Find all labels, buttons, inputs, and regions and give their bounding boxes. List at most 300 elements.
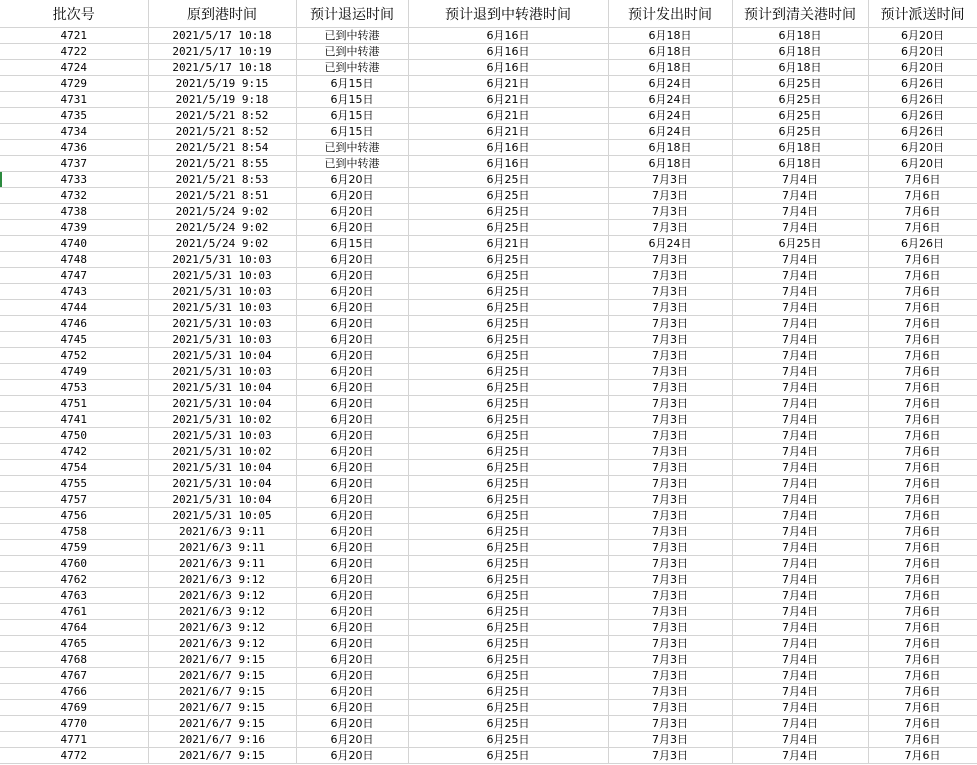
cell-est-dispatch-time[interactable]: 7月3日 [608,636,732,652]
cell-batch-no[interactable]: 4754 [0,460,148,476]
cell-original-arrival-time[interactable]: 2021/5/17 10:18 [148,60,296,76]
cell-est-dispatch-time[interactable]: 7月3日 [608,268,732,284]
cell-est-return-time[interactable]: 已到中转港 [296,60,408,76]
cell-est-return-time[interactable]: 6月20日 [296,716,408,732]
cell-original-arrival-time[interactable]: 2021/5/24 9:02 [148,220,296,236]
cell-original-arrival-time[interactable]: 2021/5/31 10:03 [148,316,296,332]
cell-est-transit-port-time[interactable]: 6月25日 [408,572,608,588]
cell-batch-no[interactable]: 4724 [0,60,148,76]
cell-est-return-time[interactable]: 6月20日 [296,476,408,492]
cell-est-return-time[interactable]: 6月20日 [296,700,408,716]
cell-est-clearance-port-time[interactable]: 7月4日 [732,172,868,188]
cell-est-return-time[interactable]: 6月20日 [296,332,408,348]
cell-batch-no[interactable]: 4721 [0,28,148,44]
cell-original-arrival-time[interactable]: 2021/6/7 9:15 [148,684,296,700]
cell-est-dispatch-time[interactable]: 7月3日 [608,428,732,444]
cell-original-arrival-time[interactable]: 2021/5/31 10:04 [148,348,296,364]
cell-est-delivery-time[interactable]: 7月6日 [868,556,977,572]
cell-original-arrival-time[interactable]: 2021/5/19 9:18 [148,92,296,108]
cell-est-return-time[interactable]: 6月20日 [296,364,408,380]
cell-est-clearance-port-time[interactable]: 7月4日 [732,684,868,700]
cell-est-clearance-port-time[interactable]: 6月18日 [732,28,868,44]
cell-est-transit-port-time[interactable]: 6月25日 [408,556,608,572]
cell-est-dispatch-time[interactable]: 6月18日 [608,44,732,60]
cell-original-arrival-time[interactable]: 2021/5/21 8:52 [148,108,296,124]
cell-est-return-time[interactable]: 已到中转港 [296,28,408,44]
cell-est-dispatch-time[interactable]: 6月18日 [608,60,732,76]
cell-est-transit-port-time[interactable]: 6月25日 [408,444,608,460]
cell-est-transit-port-time[interactable]: 6月25日 [408,604,608,620]
cell-est-clearance-port-time[interactable]: 7月4日 [732,652,868,668]
cell-est-transit-port-time[interactable]: 6月25日 [408,316,608,332]
cell-est-clearance-port-time[interactable]: 6月25日 [732,124,868,140]
cell-batch-no[interactable]: 4722 [0,44,148,60]
cell-est-return-time[interactable]: 6月15日 [296,124,408,140]
cell-est-return-time[interactable]: 6月20日 [296,556,408,572]
cell-est-delivery-time[interactable]: 7月6日 [868,428,977,444]
cell-est-dispatch-time[interactable]: 7月3日 [608,316,732,332]
cell-original-arrival-time[interactable]: 2021/6/3 9:11 [148,556,296,572]
cell-est-transit-port-time[interactable]: 6月21日 [408,124,608,140]
cell-est-dispatch-time[interactable]: 6月24日 [608,108,732,124]
cell-est-delivery-time[interactable]: 7月6日 [868,284,977,300]
cell-est-clearance-port-time[interactable]: 7月4日 [732,492,868,508]
cell-est-transit-port-time[interactable]: 6月25日 [408,524,608,540]
cell-est-transit-port-time[interactable]: 6月25日 [408,380,608,396]
cell-est-clearance-port-time[interactable]: 7月4日 [732,604,868,620]
cell-batch-no[interactable]: 4738 [0,204,148,220]
cell-est-dispatch-time[interactable]: 7月3日 [608,252,732,268]
cell-est-transit-port-time[interactable]: 6月25日 [408,300,608,316]
cell-est-return-time[interactable]: 6月20日 [296,588,408,604]
cell-est-clearance-port-time[interactable]: 7月4日 [732,732,868,748]
cell-batch-no[interactable]: 4743 [0,284,148,300]
cell-original-arrival-time[interactable]: 2021/5/31 10:05 [148,508,296,524]
cell-original-arrival-time[interactable]: 2021/5/21 8:51 [148,188,296,204]
cell-est-dispatch-time[interactable]: 7月3日 [608,524,732,540]
cell-original-arrival-time[interactable]: 2021/5/31 10:04 [148,476,296,492]
cell-original-arrival-time[interactable]: 2021/6/7 9:15 [148,700,296,716]
cell-est-return-time[interactable]: 6月20日 [296,732,408,748]
cell-est-transit-port-time[interactable]: 6月25日 [408,284,608,300]
cell-est-return-time[interactable]: 6月20日 [296,460,408,476]
cell-est-clearance-port-time[interactable]: 7月4日 [732,716,868,732]
cell-est-delivery-time[interactable]: 7月6日 [868,524,977,540]
cell-batch-no[interactable]: 4760 [0,556,148,572]
cell-original-arrival-time[interactable]: 2021/5/31 10:03 [148,364,296,380]
cell-est-clearance-port-time[interactable]: 7月4日 [732,556,868,572]
cell-est-transit-port-time[interactable]: 6月25日 [408,652,608,668]
cell-est-return-time[interactable]: 6月20日 [296,412,408,428]
cell-batch-no[interactable]: 4731 [0,92,148,108]
cell-est-delivery-time[interactable]: 7月6日 [868,460,977,476]
cell-est-return-time[interactable]: 6月20日 [296,252,408,268]
cell-est-return-time[interactable]: 6月20日 [296,540,408,556]
cell-est-transit-port-time[interactable]: 6月25日 [408,588,608,604]
cell-est-clearance-port-time[interactable]: 6月18日 [732,140,868,156]
cell-est-delivery-time[interactable]: 6月26日 [868,76,977,92]
cell-est-clearance-port-time[interactable]: 7月4日 [732,268,868,284]
cell-est-return-time[interactable]: 6月20日 [296,668,408,684]
cell-est-return-time[interactable]: 6月20日 [296,204,408,220]
cell-est-transit-port-time[interactable]: 6月25日 [408,636,608,652]
cell-est-clearance-port-time[interactable]: 7月4日 [732,460,868,476]
cell-original-arrival-time[interactable]: 2021/6/7 9:15 [148,668,296,684]
cell-est-transit-port-time[interactable]: 6月25日 [408,716,608,732]
cell-est-delivery-time[interactable]: 7月6日 [868,252,977,268]
cell-est-delivery-time[interactable]: 7月6日 [868,508,977,524]
cell-est-return-time[interactable]: 6月15日 [296,236,408,252]
cell-batch-no[interactable]: 4758 [0,524,148,540]
cell-est-dispatch-time[interactable]: 7月3日 [608,556,732,572]
cell-est-dispatch-time[interactable]: 7月3日 [608,460,732,476]
cell-est-dispatch-time[interactable]: 7月3日 [608,380,732,396]
cell-est-delivery-time[interactable]: 7月6日 [868,748,977,764]
cell-est-return-time[interactable]: 6月20日 [296,492,408,508]
cell-original-arrival-time[interactable]: 2021/5/31 10:04 [148,460,296,476]
cell-est-clearance-port-time[interactable]: 7月4日 [732,348,868,364]
header-est-delivery-time[interactable]: 预计派送时间 [868,0,977,28]
cell-batch-no[interactable]: 4753 [0,380,148,396]
cell-batch-no[interactable]: 4737 [0,156,148,172]
cell-est-dispatch-time[interactable]: 7月3日 [608,652,732,668]
cell-est-dispatch-time[interactable]: 6月24日 [608,236,732,252]
cell-est-dispatch-time[interactable]: 7月3日 [608,588,732,604]
cell-est-dispatch-time[interactable]: 7月3日 [608,732,732,748]
cell-original-arrival-time[interactable]: 2021/6/7 9:15 [148,748,296,764]
cell-original-arrival-time[interactable]: 2021/5/31 10:03 [148,332,296,348]
cell-original-arrival-time[interactable]: 2021/5/31 10:04 [148,380,296,396]
cell-est-delivery-time[interactable]: 7月6日 [868,540,977,556]
cell-batch-no[interactable]: 4735 [0,108,148,124]
cell-est-delivery-time[interactable]: 7月6日 [868,172,977,188]
cell-est-return-time[interactable]: 6月15日 [296,76,408,92]
cell-est-dispatch-time[interactable]: 7月3日 [608,188,732,204]
cell-est-delivery-time[interactable]: 7月6日 [868,668,977,684]
cell-est-delivery-time[interactable]: 7月6日 [868,492,977,508]
cell-est-dispatch-time[interactable]: 6月24日 [608,124,732,140]
cell-est-clearance-port-time[interactable]: 7月4日 [732,364,868,380]
cell-est-clearance-port-time[interactable]: 7月4日 [732,700,868,716]
cell-batch-no[interactable]: 4732 [0,188,148,204]
cell-batch-no[interactable]: 4765 [0,636,148,652]
cell-est-delivery-time[interactable]: 7月6日 [868,268,977,284]
cell-est-delivery-time[interactable]: 7月6日 [868,316,977,332]
cell-est-delivery-time[interactable]: 7月6日 [868,380,977,396]
cell-est-delivery-time[interactable]: 7月6日 [868,620,977,636]
cell-original-arrival-time[interactable]: 2021/6/3 9:11 [148,524,296,540]
cell-est-delivery-time[interactable]: 7月6日 [868,188,977,204]
cell-est-return-time[interactable]: 6月20日 [296,684,408,700]
cell-est-clearance-port-time[interactable]: 7月4日 [732,300,868,316]
cell-original-arrival-time[interactable]: 2021/5/19 9:15 [148,76,296,92]
cell-batch-no[interactable]: 4767 [0,668,148,684]
cell-original-arrival-time[interactable]: 2021/6/3 9:12 [148,604,296,620]
cell-original-arrival-time[interactable]: 2021/5/24 9:02 [148,236,296,252]
cell-est-delivery-time[interactable]: 7月6日 [868,476,977,492]
header-est-return-time[interactable]: 预计退运时间 [296,0,408,28]
cell-est-delivery-time[interactable]: 7月6日 [868,588,977,604]
cell-batch-no[interactable]: 4755 [0,476,148,492]
cell-original-arrival-time[interactable]: 2021/5/21 8:55 [148,156,296,172]
cell-est-return-time[interactable]: 6月20日 [296,604,408,620]
cell-est-dispatch-time[interactable]: 7月3日 [608,604,732,620]
cell-est-clearance-port-time[interactable]: 7月4日 [732,476,868,492]
cell-est-return-time[interactable]: 6月20日 [296,220,408,236]
cell-original-arrival-time[interactable]: 2021/5/21 8:52 [148,124,296,140]
cell-est-transit-port-time[interactable]: 6月25日 [408,476,608,492]
cell-est-transit-port-time[interactable]: 6月25日 [408,700,608,716]
cell-est-transit-port-time[interactable]: 6月25日 [408,428,608,444]
cell-est-transit-port-time[interactable]: 6月25日 [408,220,608,236]
cell-est-transit-port-time[interactable]: 6月25日 [408,460,608,476]
cell-batch-no[interactable]: 4762 [0,572,148,588]
cell-original-arrival-time[interactable]: 2021/6/7 9:15 [148,716,296,732]
cell-est-return-time[interactable]: 6月20日 [296,348,408,364]
cell-est-delivery-time[interactable]: 7月6日 [868,396,977,412]
cell-est-dispatch-time[interactable]: 7月3日 [608,300,732,316]
cell-est-return-time[interactable]: 6月20日 [296,620,408,636]
cell-est-delivery-time[interactable]: 7月6日 [868,652,977,668]
cell-batch-no[interactable]: 4750 [0,428,148,444]
cell-batch-no[interactable]: 4745 [0,332,148,348]
cell-est-transit-port-time[interactable]: 6月25日 [408,252,608,268]
cell-est-dispatch-time[interactable]: 6月18日 [608,28,732,44]
cell-est-transit-port-time[interactable]: 6月21日 [408,76,608,92]
cell-est-return-time[interactable]: 6月20日 [296,652,408,668]
cell-est-delivery-time[interactable]: 7月6日 [868,364,977,380]
cell-est-dispatch-time[interactable]: 7月3日 [608,540,732,556]
cell-est-dispatch-time[interactable]: 7月3日 [608,284,732,300]
cell-est-clearance-port-time[interactable]: 7月4日 [732,668,868,684]
cell-est-return-time[interactable]: 6月20日 [296,444,408,460]
cell-est-clearance-port-time[interactable]: 7月4日 [732,284,868,300]
cell-est-return-time[interactable]: 已到中转港 [296,156,408,172]
cell-est-transit-port-time[interactable]: 6月16日 [408,28,608,44]
cell-est-clearance-port-time[interactable]: 6月25日 [732,92,868,108]
cell-est-delivery-time[interactable]: 7月6日 [868,348,977,364]
cell-est-return-time[interactable]: 6月20日 [296,300,408,316]
cell-batch-no[interactable]: 4740 [0,236,148,252]
cell-original-arrival-time[interactable]: 2021/5/17 10:18 [148,28,296,44]
cell-est-return-time[interactable]: 6月20日 [296,748,408,764]
cell-est-transit-port-time[interactable]: 6月25日 [408,396,608,412]
cell-est-return-time[interactable]: 6月20日 [296,508,408,524]
cell-est-clearance-port-time[interactable]: 7月4日 [732,572,868,588]
cell-est-transit-port-time[interactable]: 6月25日 [408,668,608,684]
cell-est-transit-port-time[interactable]: 6月25日 [408,332,608,348]
cell-est-return-time[interactable]: 6月20日 [296,268,408,284]
header-est-dispatch-time[interactable]: 预计发出时间 [608,0,732,28]
cell-original-arrival-time[interactable]: 2021/5/31 10:03 [148,268,296,284]
cell-est-return-time[interactable]: 已到中转港 [296,44,408,60]
cell-original-arrival-time[interactable]: 2021/6/3 9:12 [148,620,296,636]
cell-est-delivery-time[interactable]: 7月6日 [868,332,977,348]
cell-batch-no[interactable]: 4751 [0,396,148,412]
cell-est-return-time[interactable]: 6月20日 [296,188,408,204]
cell-est-delivery-time[interactable]: 6月20日 [868,60,977,76]
cell-est-clearance-port-time[interactable]: 6月18日 [732,44,868,60]
cell-est-clearance-port-time[interactable]: 6月25日 [732,108,868,124]
cell-batch-no[interactable]: 4749 [0,364,148,380]
cell-original-arrival-time[interactable]: 2021/5/31 10:03 [148,252,296,268]
cell-est-return-time[interactable]: 6月15日 [296,92,408,108]
cell-est-return-time[interactable]: 6月20日 [296,572,408,588]
cell-est-clearance-port-time[interactable]: 6月18日 [732,60,868,76]
cell-original-arrival-time[interactable]: 2021/5/31 10:02 [148,444,296,460]
cell-original-arrival-time[interactable]: 2021/6/7 9:16 [148,732,296,748]
cell-est-dispatch-time[interactable]: 7月3日 [608,332,732,348]
cell-original-arrival-time[interactable]: 2021/5/21 8:53 [148,172,296,188]
cell-original-arrival-time[interactable]: 2021/6/3 9:12 [148,572,296,588]
cell-original-arrival-time[interactable]: 2021/6/3 9:11 [148,540,296,556]
cell-est-dispatch-time[interactable]: 7月3日 [608,396,732,412]
cell-original-arrival-time[interactable]: 2021/6/3 9:12 [148,636,296,652]
cell-original-arrival-time[interactable]: 2021/5/31 10:04 [148,492,296,508]
cell-original-arrival-time[interactable]: 2021/5/31 10:03 [148,300,296,316]
cell-est-delivery-time[interactable]: 6月20日 [868,140,977,156]
cell-batch-no[interactable]: 4739 [0,220,148,236]
cell-est-clearance-port-time[interactable]: 7月4日 [732,636,868,652]
cell-est-clearance-port-time[interactable]: 7月4日 [732,332,868,348]
cell-est-return-time[interactable]: 6月20日 [296,524,408,540]
cell-est-delivery-time[interactable]: 6月20日 [868,156,977,172]
cell-est-clearance-port-time[interactable]: 7月4日 [732,316,868,332]
cell-est-delivery-time[interactable]: 7月6日 [868,636,977,652]
cell-est-dispatch-time[interactable]: 7月3日 [608,508,732,524]
cell-est-clearance-port-time[interactable]: 7月4日 [732,188,868,204]
cell-est-clearance-port-time[interactable]: 7月4日 [732,396,868,412]
cell-original-arrival-time[interactable]: 2021/5/17 10:19 [148,44,296,60]
header-original-arrival-time[interactable]: 原到港时间 [148,0,296,28]
cell-est-transit-port-time[interactable]: 6月21日 [408,92,608,108]
cell-est-transit-port-time[interactable]: 6月25日 [408,268,608,284]
cell-est-clearance-port-time[interactable]: 7月4日 [732,748,868,764]
cell-est-transit-port-time[interactable]: 6月25日 [408,732,608,748]
cell-est-clearance-port-time[interactable]: 7月4日 [732,444,868,460]
header-est-clearance-port-time[interactable]: 预计到清关港时间 [732,0,868,28]
cell-est-dispatch-time[interactable]: 6月18日 [608,156,732,172]
cell-est-transit-port-time[interactable]: 6月25日 [408,412,608,428]
cell-est-dispatch-time[interactable]: 7月3日 [608,412,732,428]
cell-est-transit-port-time[interactable]: 6月25日 [408,188,608,204]
cell-est-dispatch-time[interactable]: 7月3日 [608,492,732,508]
cell-est-transit-port-time[interactable]: 6月25日 [408,540,608,556]
cell-est-dispatch-time[interactable]: 7月3日 [608,220,732,236]
cell-original-arrival-time[interactable]: 2021/6/3 9:12 [148,588,296,604]
cell-batch-no[interactable]: 4733 [0,172,148,188]
cell-est-delivery-time[interactable]: 7月6日 [868,684,977,700]
cell-est-transit-port-time[interactable]: 6月16日 [408,60,608,76]
cell-est-dispatch-time[interactable]: 6月24日 [608,76,732,92]
cell-est-delivery-time[interactable]: 7月6日 [868,300,977,316]
cell-batch-no[interactable]: 4757 [0,492,148,508]
cell-batch-no[interactable]: 4764 [0,620,148,636]
cell-est-transit-port-time[interactable]: 6月25日 [408,204,608,220]
cell-est-delivery-time[interactable]: 7月6日 [868,604,977,620]
cell-original-arrival-time[interactable]: 2021/5/21 8:54 [148,140,296,156]
cell-est-clearance-port-time[interactable]: 6月25日 [732,236,868,252]
cell-batch-no[interactable]: 4770 [0,716,148,732]
cell-est-dispatch-time[interactable]: 6月24日 [608,92,732,108]
cell-original-arrival-time[interactable]: 2021/5/24 9:02 [148,204,296,220]
cell-est-transit-port-time[interactable]: 6月25日 [408,364,608,380]
cell-est-transit-port-time[interactable]: 6月25日 [408,684,608,700]
cell-est-delivery-time[interactable]: 7月6日 [868,700,977,716]
cell-est-dispatch-time[interactable]: 6月18日 [608,140,732,156]
cell-est-clearance-port-time[interactable]: 6月18日 [732,156,868,172]
cell-est-clearance-port-time[interactable]: 7月4日 [732,412,868,428]
cell-batch-no[interactable]: 4763 [0,588,148,604]
cell-batch-no[interactable]: 4746 [0,316,148,332]
cell-est-return-time[interactable]: 6月20日 [296,316,408,332]
cell-est-clearance-port-time[interactable]: 7月4日 [732,588,868,604]
cell-est-dispatch-time[interactable]: 7月3日 [608,572,732,588]
cell-est-clearance-port-time[interactable]: 7月4日 [732,524,868,540]
cell-batch-no[interactable]: 4752 [0,348,148,364]
cell-est-return-time[interactable]: 6月20日 [296,636,408,652]
cell-est-transit-port-time[interactable]: 6月16日 [408,156,608,172]
cell-est-transit-port-time[interactable]: 6月21日 [408,236,608,252]
cell-est-dispatch-time[interactable]: 7月3日 [608,684,732,700]
cell-batch-no[interactable]: 4736 [0,140,148,156]
cell-batch-no[interactable]: 4761 [0,604,148,620]
cell-est-clearance-port-time[interactable]: 6月25日 [732,76,868,92]
cell-est-delivery-time[interactable]: 6月26日 [868,92,977,108]
cell-est-dispatch-time[interactable]: 7月3日 [608,172,732,188]
cell-est-return-time[interactable]: 6月20日 [296,172,408,188]
cell-batch-no[interactable]: 4759 [0,540,148,556]
cell-est-clearance-port-time[interactable]: 7月4日 [732,220,868,236]
cell-est-dispatch-time[interactable]: 7月3日 [608,748,732,764]
cell-est-clearance-port-time[interactable]: 7月4日 [732,508,868,524]
cell-batch-no[interactable]: 4771 [0,732,148,748]
cell-est-clearance-port-time[interactable]: 7月4日 [732,252,868,268]
cell-batch-no[interactable]: 4744 [0,300,148,316]
cell-est-delivery-time[interactable]: 6月20日 [868,28,977,44]
cell-est-dispatch-time[interactable]: 7月3日 [608,476,732,492]
cell-est-transit-port-time[interactable]: 6月25日 [408,492,608,508]
cell-est-transit-port-time[interactable]: 6月25日 [408,748,608,764]
cell-est-return-time[interactable]: 6月20日 [296,284,408,300]
cell-original-arrival-time[interactable]: 2021/5/31 10:02 [148,412,296,428]
cell-est-clearance-port-time[interactable]: 7月4日 [732,204,868,220]
header-batch-no[interactable]: 批次号 [0,0,148,28]
cell-est-delivery-time[interactable]: 6月26日 [868,236,977,252]
cell-batch-no[interactable]: 4768 [0,652,148,668]
cell-est-transit-port-time[interactable]: 6月16日 [408,140,608,156]
cell-est-dispatch-time[interactable]: 7月3日 [608,620,732,636]
cell-est-dispatch-time[interactable]: 7月3日 [608,348,732,364]
cell-est-delivery-time[interactable]: 7月6日 [868,732,977,748]
cell-est-delivery-time[interactable]: 7月6日 [868,204,977,220]
cell-est-dispatch-time[interactable]: 7月3日 [608,668,732,684]
cell-batch-no[interactable]: 4747 [0,268,148,284]
cell-batch-no[interactable]: 4742 [0,444,148,460]
cell-original-arrival-time[interactable]: 2021/5/31 10:03 [148,284,296,300]
cell-est-return-time[interactable]: 6月15日 [296,108,408,124]
cell-est-clearance-port-time[interactable]: 7月4日 [732,620,868,636]
cell-est-return-time[interactable]: 已到中转港 [296,140,408,156]
cell-batch-no[interactable]: 4769 [0,700,148,716]
cell-est-clearance-port-time[interactable]: 7月4日 [732,380,868,396]
cell-original-arrival-time[interactable]: 2021/6/7 9:15 [148,652,296,668]
cell-est-return-time[interactable]: 6月20日 [296,396,408,412]
cell-batch-no[interactable]: 4734 [0,124,148,140]
cell-original-arrival-time[interactable]: 2021/5/31 10:04 [148,396,296,412]
cell-est-dispatch-time[interactable]: 7月3日 [608,700,732,716]
cell-original-arrival-time[interactable]: 2021/5/31 10:03 [148,428,296,444]
